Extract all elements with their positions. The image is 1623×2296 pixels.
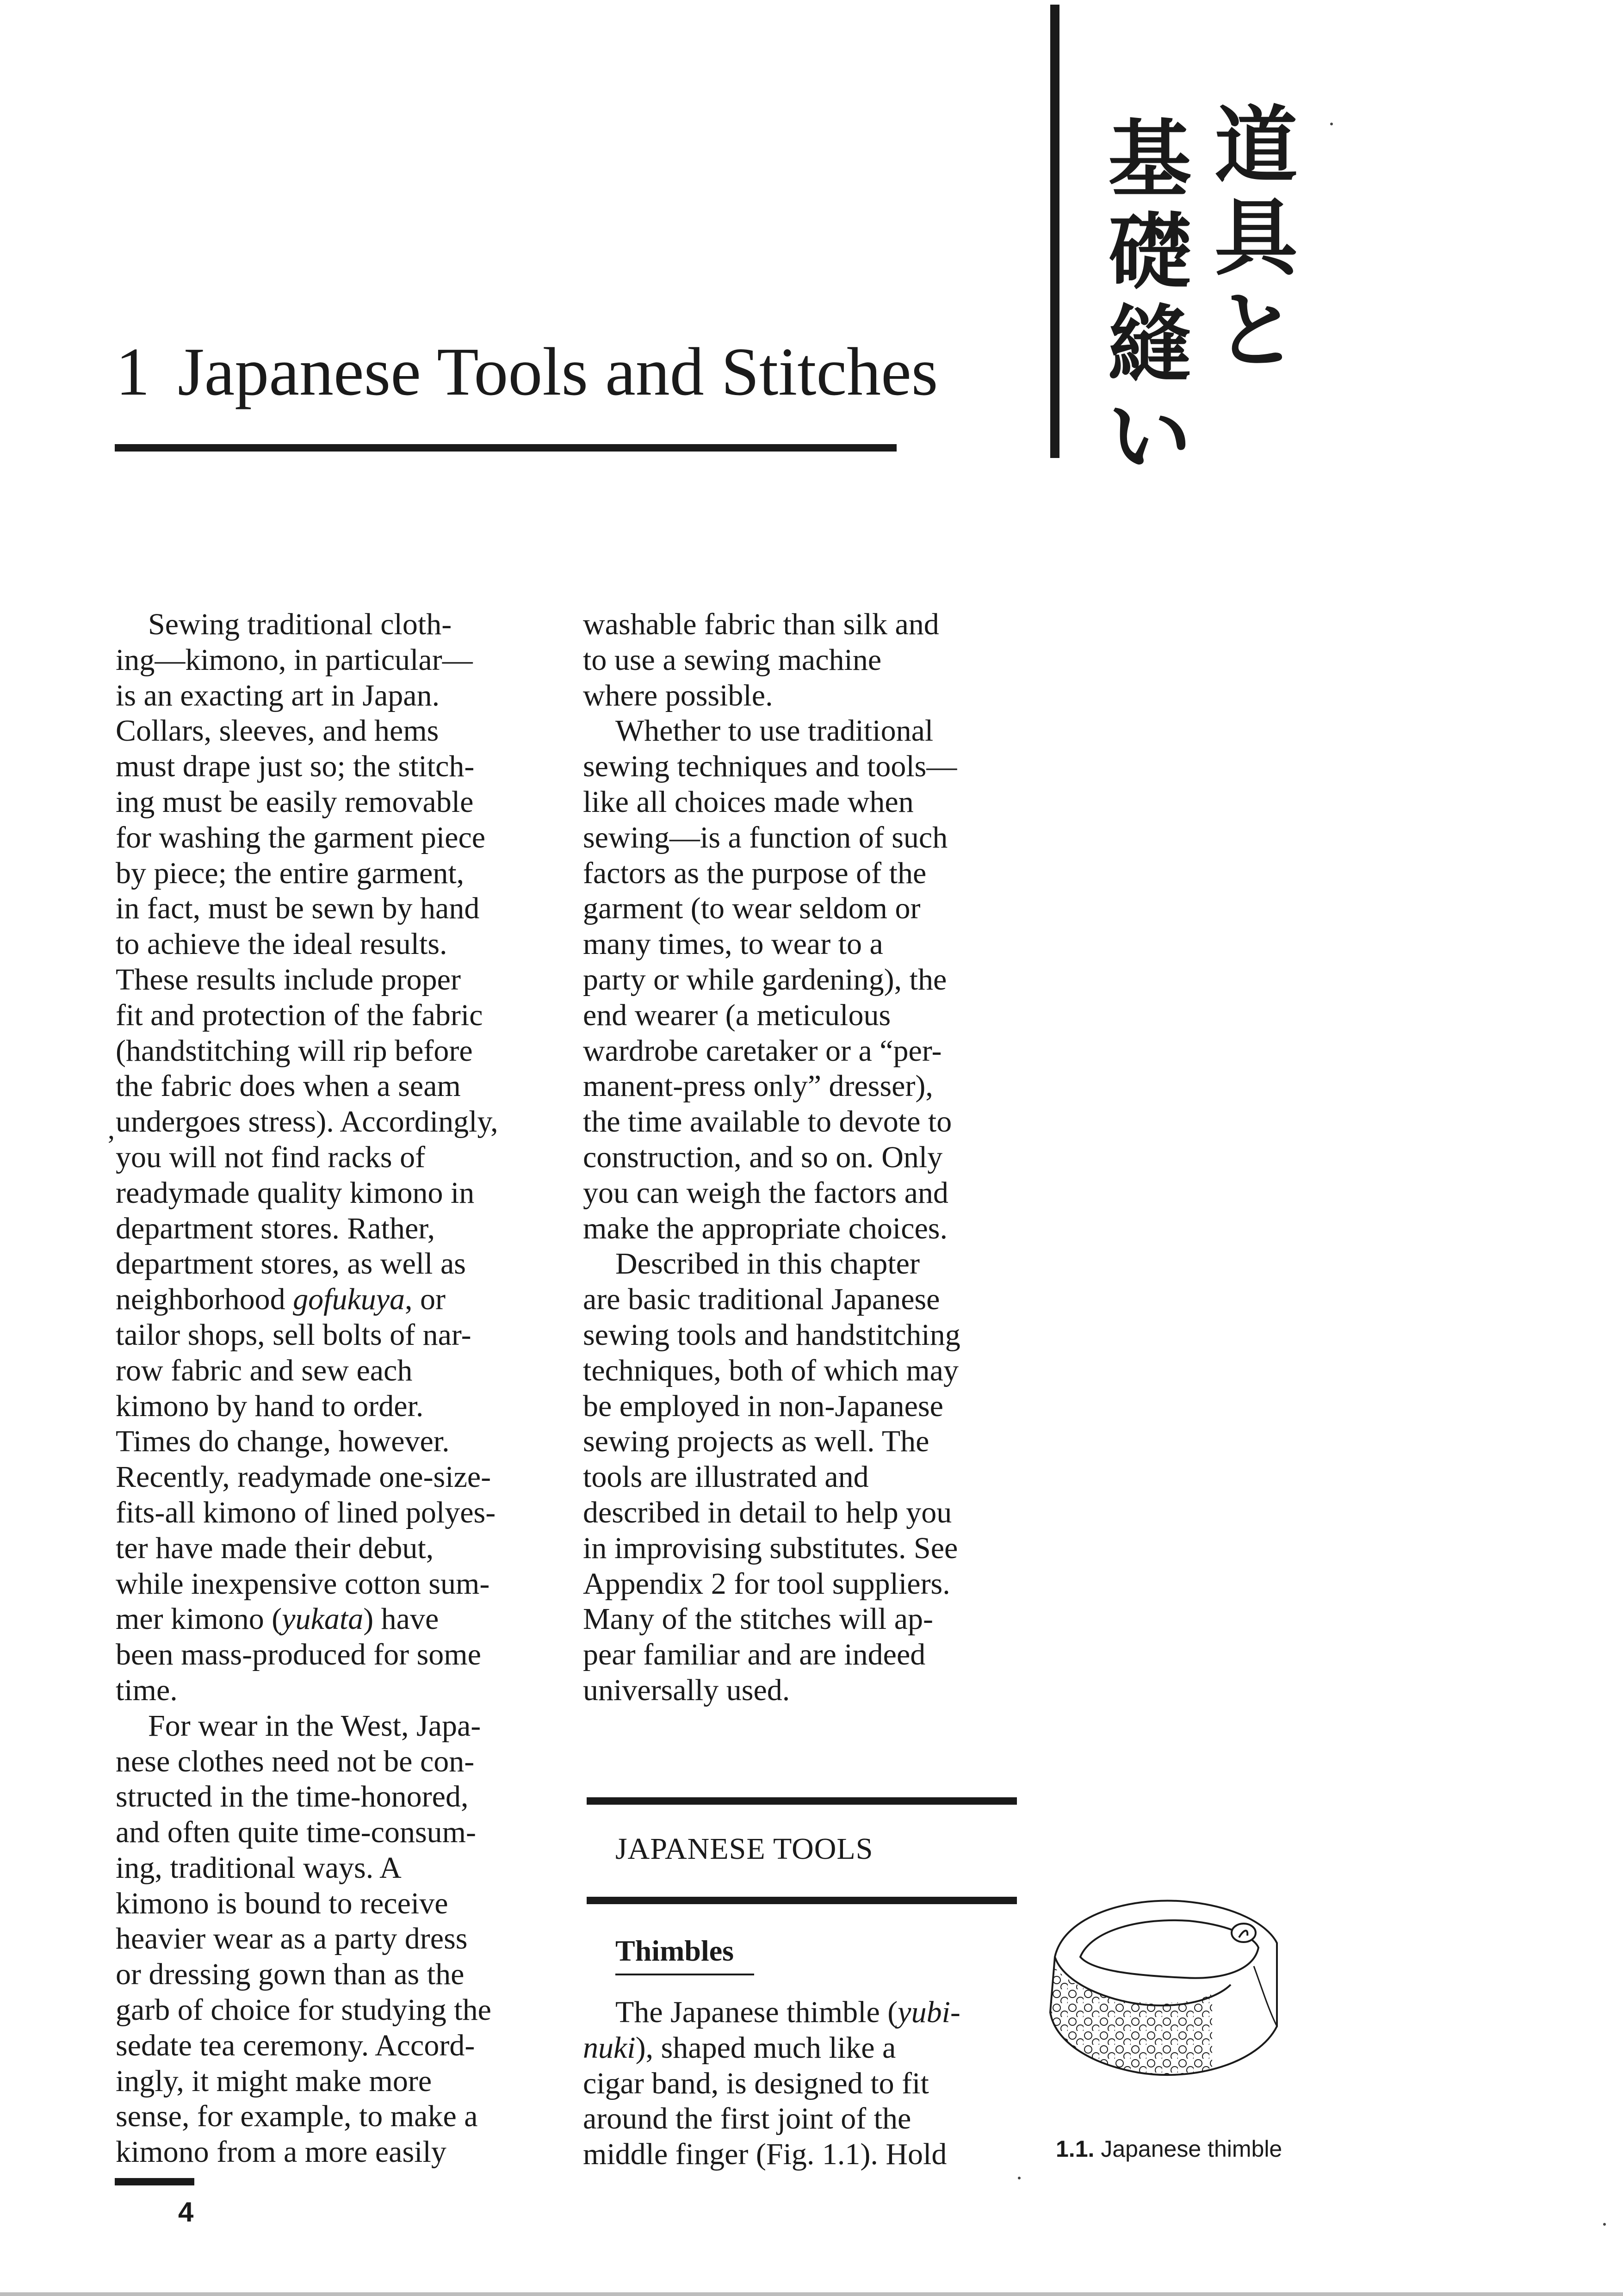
text-line: or dressing gown than as the — [116, 1957, 465, 1992]
text-line: and often quite time-consum- — [116, 1815, 476, 1850]
text-line — [116, 1282, 498, 1318]
vertical-bar — [1050, 5, 1059, 458]
section-rule-top — [587, 1797, 1017, 1805]
text-line: Collars, sleeves, and hems — [116, 714, 439, 748]
text-line: middle finger (Fig. 1.1). Hold — [583, 2137, 947, 2172]
text-line: ing—kimono, in particular— — [116, 643, 473, 677]
section-rule-bottom — [587, 1897, 1017, 1904]
text-line: around the first joint of the — [583, 2102, 911, 2136]
text-line: be employed in non-Japanese — [583, 1389, 943, 1423]
text-line: many times, to wear to a — [583, 927, 883, 961]
chapter-number: 1 — [116, 334, 150, 410]
text-line: readymade quality kimono in — [116, 1176, 475, 1210]
text-line: ing, traditional ways. A — [116, 1850, 402, 1885]
text-line: ing must be easily removable — [116, 785, 474, 819]
kanji-column-right — [1208, 99, 1305, 377]
kanji-column-left — [1101, 111, 1198, 486]
text-line: washable fabric than silk and — [583, 607, 939, 641]
text-line — [583, 1995, 960, 2030]
text-line: Many of the stitches will ap- — [583, 1602, 934, 1636]
text-line: kimono by hand to order. — [116, 1389, 424, 1423]
text-line: construction, and so on. Only — [583, 1140, 943, 1174]
text-line: by piece; the entire garment, — [116, 856, 465, 890]
text-line: must drape just so; the stitch- — [116, 749, 475, 784]
chapter-title — [116, 334, 938, 410]
text-line: party or while gardening), the — [583, 962, 947, 996]
text-line: techniques, both of which may — [583, 1353, 959, 1387]
text-line: sewing projects as well. The — [583, 1424, 929, 1459]
figure-caption — [1056, 2137, 1282, 2160]
text-line: ter have made their debut, — [116, 1531, 434, 1565]
text-line: Times do change, however. — [116, 1424, 450, 1459]
text-line: sewing—is a function of such — [583, 820, 948, 854]
text-line: the fabric does when a seam — [116, 1069, 461, 1103]
figure-caption-text: Japanese thimble — [1101, 2136, 1282, 2162]
text-line: like all choices made when — [583, 785, 914, 819]
kanji-char: 道 — [1214, 97, 1298, 194]
thimble-illustration — [1036, 1878, 1295, 2091]
text-line: garb of choice for studying the — [116, 1993, 491, 2027]
text-segment: ), shaped much like a — [635, 2030, 896, 2065]
speck — [1603, 2223, 1606, 2226]
thimble-clasp — [1232, 1924, 1256, 1942]
kanji-char: 礎 — [1108, 203, 1191, 301]
text-segment: mer kimono ( — [116, 1602, 282, 1636]
text-line: undergoes stress). Accordingly, — [116, 1105, 498, 1139]
text-line: kimono from a more easily — [116, 2135, 446, 2169]
text-line: manent-press only” dresser), — [583, 1069, 933, 1103]
text-line: ingly, it might make more — [116, 2064, 432, 2098]
text-segment: , or — [405, 1282, 446, 1317]
scan-edge — [0, 2292, 1623, 2296]
text-line: Recently, readymade one-size- — [116, 1460, 491, 1494]
text-line: you can weigh the factors and — [583, 1176, 948, 1210]
text-segment: The Japanese thimble ( — [615, 1995, 898, 2029]
text-line: end wearer (a meticulous — [583, 998, 891, 1032]
text-line: in fact, must be sewn by hand — [116, 891, 480, 926]
subheading-underline — [615, 1974, 754, 1975]
text-line: while inexpensive cotton sum- — [116, 1566, 490, 1601]
text-line: you will not find racks of — [116, 1140, 426, 1174]
text-line: heavier wear as a party dress — [116, 1922, 468, 1956]
text-line: Whether to use traditional — [615, 714, 934, 748]
text-line: been mass-produced for some — [116, 1638, 481, 1672]
text-line: For wear in the West, Japa- — [148, 1708, 481, 1743]
text-line: universally used. — [583, 1673, 790, 1707]
thimbles-paragraph — [583, 1995, 960, 2172]
chapter-title-text: Japanese Tools and Stitches — [178, 334, 938, 410]
text-line: for washing the garment piece — [116, 820, 486, 854]
text-line: time. — [116, 1673, 178, 1707]
body-column-2 — [583, 607, 960, 1708]
text-line: Appendix 2 for tool suppliers. — [583, 1566, 950, 1601]
kanji-char: い — [1108, 388, 1191, 486]
text-line: garment (to wear seldom or — [583, 891, 921, 926]
speck — [1018, 2177, 1021, 2179]
body-column-1 — [116, 607, 498, 2170]
text-line: row fabric and sew each — [116, 1353, 413, 1387]
text-line: where possible. — [583, 678, 773, 712]
text-line: fits-all kimono of lined polyes- — [116, 1495, 496, 1529]
text-line: is an exacting art in Japan. — [116, 678, 440, 712]
text-line: to use a sewing machine — [583, 643, 882, 677]
section-heading: JAPANESE TOOLS — [615, 1832, 873, 1866]
text-line: kimono is bound to receive — [116, 1886, 448, 1920]
text-line: department stores, as well as — [116, 1247, 466, 1281]
text-line: tailor shops, sell bolts of nar- — [116, 1318, 471, 1352]
text-line: make the appropriate choices. — [583, 1211, 948, 1245]
text-line: department stores. Rather, — [116, 1211, 435, 1245]
text-line: to achieve the ideal results. — [116, 927, 447, 961]
subheading-thimbles: Thimbles — [615, 1934, 734, 1967]
kanji-char: 縫 — [1108, 296, 1191, 393]
italic-term-gofukuya: gofukuya — [293, 1282, 405, 1317]
text-segment: ) have — [363, 1602, 439, 1636]
kanji-char: 基 — [1108, 111, 1191, 208]
text-line: wardrobe caretaker or a “per- — [583, 1034, 942, 1068]
text-line — [116, 1602, 498, 1637]
text-line: factors as the purpose of the — [583, 856, 927, 890]
title-rule — [115, 444, 897, 452]
kanji-char: と — [1214, 282, 1298, 379]
text-line: These results include proper — [116, 962, 461, 996]
text-line: (handstitching will rip before — [116, 1034, 473, 1068]
text-line: nese clothes need not be con- — [116, 1744, 475, 1778]
text-line: structed in the time-honored, — [116, 1780, 469, 1814]
text-line: pear familiar and are indeed — [583, 1638, 926, 1672]
text-line: Described in this chapter — [615, 1247, 920, 1281]
text-line — [583, 2030, 960, 2066]
text-line: tools are illustrated and — [583, 1460, 869, 1494]
italic-term-yubinuki: nuki — [583, 2030, 636, 2065]
figure-number: 1.1. — [1056, 2136, 1095, 2162]
folio-rule — [115, 2178, 194, 2185]
text-line: are basic traditional Japanese — [583, 1282, 940, 1317]
text-line: cigar band, is designed to fit — [583, 2066, 929, 2100]
italic-term-yubinuki: yubi- — [898, 1995, 960, 2029]
text-line: fit and protection of the fabric — [116, 998, 483, 1032]
text-line: Sewing traditional cloth- — [148, 607, 452, 641]
italic-term-yukata: yukata — [282, 1602, 364, 1636]
text-line: the time available to devote to — [583, 1105, 952, 1139]
text-line: described in detail to help you — [583, 1495, 952, 1529]
text-line: sedate tea ceremony. Accord- — [116, 2028, 475, 2062]
text-line: in improvising substitutes. See — [583, 1531, 958, 1565]
kanji-char: 具 — [1214, 189, 1298, 287]
text-segment: neighborhood — [116, 1282, 293, 1317]
text-line: sewing techniques and tools— — [583, 749, 957, 784]
text-line: sewing tools and handstitching — [583, 1318, 960, 1352]
stray-mark: ʼ — [106, 1130, 116, 1160]
speck — [1330, 123, 1333, 125]
text-line: sense, for example, to make a — [116, 2099, 478, 2134]
page-number: 4 — [178, 2197, 194, 2228]
